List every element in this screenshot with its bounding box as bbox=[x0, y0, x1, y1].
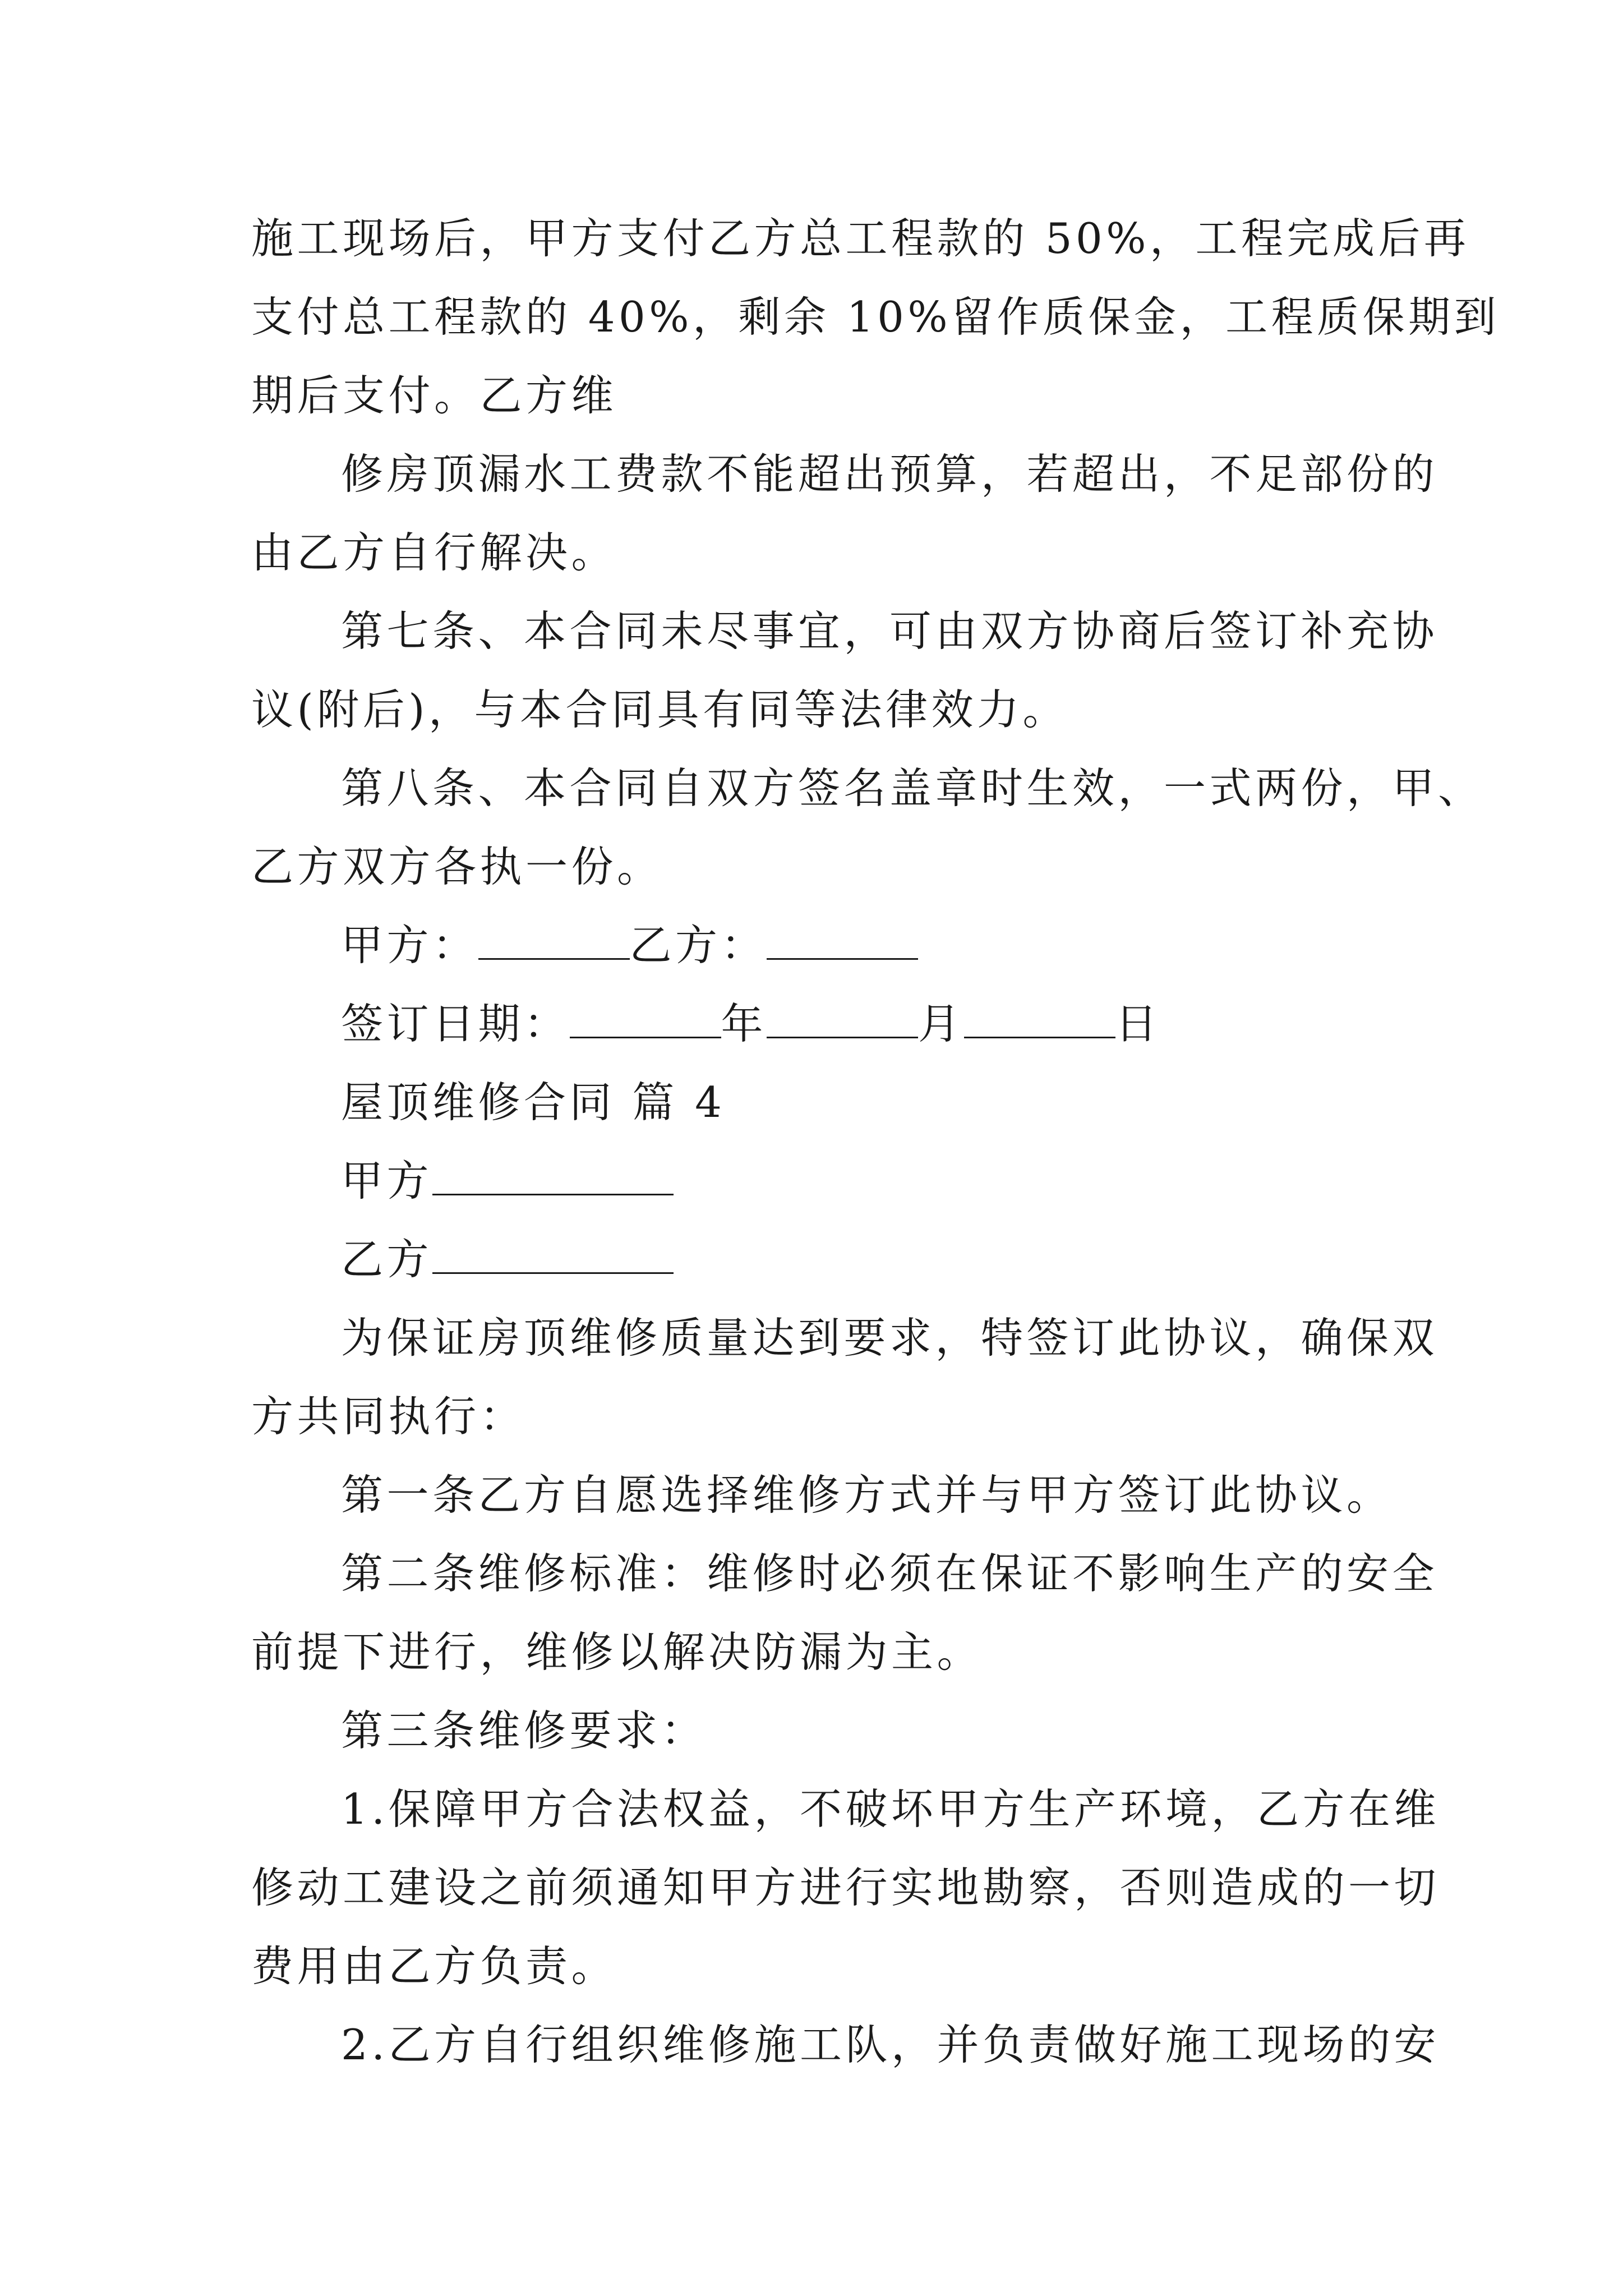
party-b-name-label: 乙方 bbox=[341, 1235, 433, 1284]
paragraph-line: 第八条、本合同自双方签名盖章时生效，一式两份，甲、 bbox=[341, 763, 1484, 813]
paragraph-line: 第一条乙方自愿选择维修方式并与甲方签订此协议。 bbox=[341, 1470, 1393, 1520]
party-b-blank bbox=[767, 924, 918, 960]
paragraph-line: 乙方双方各执一份。 bbox=[251, 842, 663, 891]
section-title: 屋顶维修合同 篇 4 bbox=[341, 1078, 726, 1127]
paragraph-line: 第七条、本合同未尽事宜，可由双方协商后签订补充协 bbox=[341, 606, 1438, 656]
party-a-line bbox=[341, 1156, 674, 1205]
paragraph-line: 第三条维修要求： bbox=[341, 1706, 707, 1755]
paragraph-line: 第二条维修标准：维修时必须在保证不影响生产的安全 bbox=[341, 1549, 1438, 1598]
paragraph-line: 方共同执行： bbox=[251, 1392, 526, 1441]
party-a-label: 甲方： bbox=[341, 921, 478, 970]
year-label: 年 bbox=[721, 999, 767, 1048]
paragraph-line: 由乙方自行解决。 bbox=[251, 528, 617, 577]
day-blank bbox=[964, 1003, 1115, 1038]
month-label: 月 bbox=[918, 999, 964, 1048]
paragraph-line: 1.保障甲方合法权益，不破坏甲方生产环境，乙方在维 bbox=[341, 1784, 1440, 1834]
month-blank bbox=[767, 1003, 918, 1038]
paragraph-line: 支付总工程款的 40%，剩余 10%留作质保金，工程质保期到 bbox=[251, 292, 1500, 342]
signature-line-parties bbox=[341, 921, 918, 970]
paragraph-line: 议(附后)，与本合同具有同等法律效力。 bbox=[251, 685, 1069, 734]
party-b-line bbox=[341, 1235, 674, 1284]
paragraph-line: 期后支付。乙方维 bbox=[251, 371, 617, 420]
paragraph-line: 施工现场后，甲方支付乙方总工程款的 50%，工程完成后再 bbox=[251, 214, 1470, 263]
party-a-name-label: 甲方 bbox=[341, 1156, 433, 1205]
party-a-blank bbox=[478, 924, 630, 960]
signature-line-date bbox=[341, 999, 1161, 1048]
paragraph-line: 修房顶漏水工费款不能超出预算，若超出，不足部份的 bbox=[341, 449, 1438, 499]
party-b-label: 乙方： bbox=[629, 921, 767, 970]
paragraph-line: 为保证房顶维修质量达到要求，特签订此协议，确保双 bbox=[341, 1313, 1438, 1363]
paragraph-line: 费用由乙方负责。 bbox=[251, 1941, 617, 1991]
paragraph-line: 2.乙方自行组织维修施工队，并负责做好施工现场的安 bbox=[341, 2020, 1440, 2069]
party-b-name-blank bbox=[432, 1239, 674, 1274]
day-label: 日 bbox=[1115, 999, 1161, 1048]
sign-date-label: 签订日期： bbox=[341, 999, 570, 1048]
paragraph-line: 前提下进行，维修以解决防漏为主。 bbox=[251, 1627, 983, 1677]
year-blank bbox=[570, 1003, 721, 1038]
paragraph-line: 修动工建设之前须通知甲方进行实地勘察，否则造成的一切 bbox=[251, 1863, 1440, 1912]
party-a-name-blank bbox=[432, 1160, 674, 1195]
